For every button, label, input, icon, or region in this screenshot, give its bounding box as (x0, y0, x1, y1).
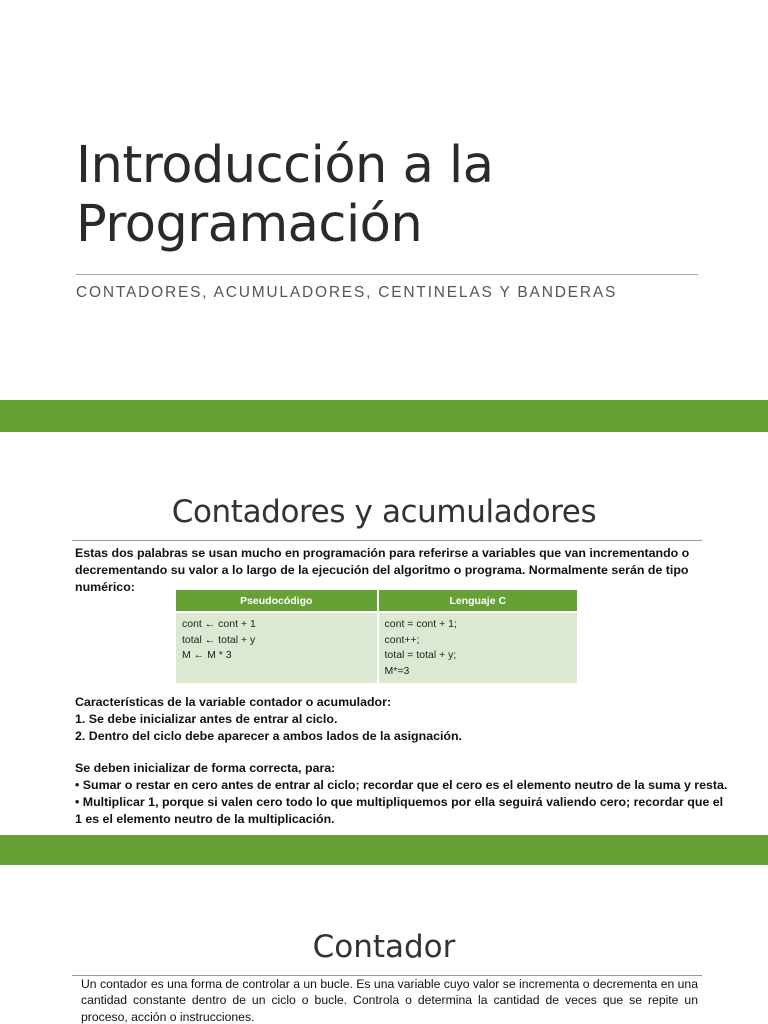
initialization-line: • Sumar o restar en cero antes de entrar al ciclo; recordar que el cero es el elemento neutro de la suma y resta. (75, 778, 728, 792)
slide-separator-band (0, 400, 768, 432)
slide-title (0, 0, 768, 400)
code-table (176, 590, 579, 683)
slide-heading: Contador (312, 929, 456, 965)
pseudocode-line: total ← total + y (182, 633, 256, 646)
characteristics-item: 1. Se debe inicializar antes de entrar al ciclo. (75, 712, 338, 726)
characteristics-heading: Características de la variable contador o acumulador: (75, 695, 392, 709)
title-line-2: Programación (76, 195, 423, 254)
slide-contadores-acumuladores (0, 432, 768, 835)
slide-subtitle: CONTADORES, ACUMULADORES, CENTINELAS Y BANDERAS (76, 284, 618, 301)
initialization-heading: Se deben inicializar de forma correcta, para: (75, 761, 336, 775)
pseudocode-line: M ← M * 3 (182, 649, 232, 661)
slide-heading: Contadores y acumuladores (171, 494, 597, 530)
c-code-cell (378, 612, 578, 683)
initialization-line: 1 es el elemento neutro de la multiplicación. (75, 812, 335, 826)
slide-separator-band (0, 835, 768, 865)
c-code-line: cont++; (384, 633, 420, 646)
c-code-line: cont = cont + 1; (384, 618, 457, 630)
table-header-c: Lenguaje C (378, 590, 578, 612)
characteristics-item: 2. Dentro del ciclo debe aparecer a ambos lados de la asignación. (75, 729, 463, 743)
characteristics-block (75, 694, 705, 745)
initialization-line: • Multiplicar 1, porque si valen cero todo lo que multipliquemos por ella seguirá valiendo cero; recordar que el (75, 795, 724, 809)
c-code-line: total = total + y; (384, 649, 457, 661)
initialization-block (75, 760, 735, 828)
intro-paragraph: Estas dos palabras se usan mucho en programación para referirse a variables que van incrementando o decrementando su valor a lo largo de la ejecución del algoritmo o programa. Normalmente serán de tipo numérico: (75, 546, 690, 594)
c-code-line: M*=3 (384, 664, 410, 677)
slide-title-heading (76, 136, 493, 254)
pseudocode-line: cont ← cont + 1 (182, 618, 256, 630)
definition-paragraph: Un contador es una forma de controlar a un bucle. Es una variable cuyo valor se incrementa o decrementa en una cantidad constante dentro de un ciclo o bucle. Controla o determina la cantidad de veces que se repite un proceso, acción o instrucciones. (81, 977, 698, 1024)
pseudocode-cell (176, 612, 378, 683)
title-divider (76, 274, 698, 275)
heading-divider (72, 540, 702, 541)
slide-contador (0, 865, 768, 1024)
title-line-1: Introducción a la (76, 136, 494, 195)
table-header-pseudocode: Pseudocódigo (176, 590, 378, 612)
